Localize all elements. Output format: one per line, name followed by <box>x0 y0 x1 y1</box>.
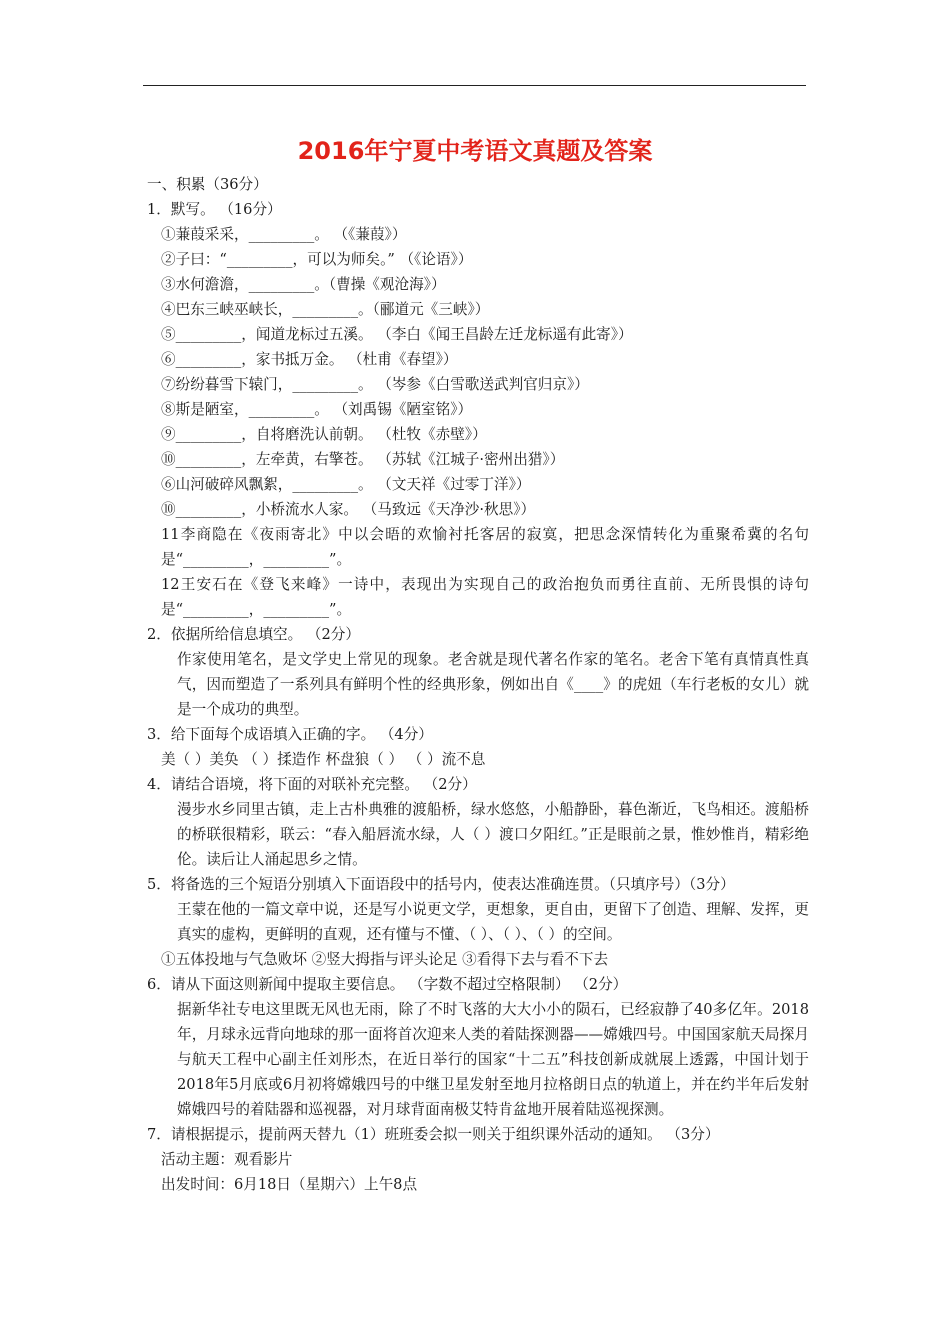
question-5-passage: 王蒙在他的一篇文章中说，还是写小说更文学，更想象，更自由，更留下了创造、理解、发挥，更真实的虚构，更鲜明的直观，还有懂与不懂、（ ）、（ ）、（ ）的空间。 <box>177 901 809 943</box>
dictation-item: ③水何澹澹，_________。（曹操《观沧海》） <box>161 276 446 293</box>
dictation-item: ⑥_________，家书抵万金。 （杜甫《春望》） <box>161 351 458 368</box>
idiom-blanks: 美（ ）美奂 （ ）揉造作 杯盘狼（ ） （ ）流不息 <box>161 751 486 768</box>
question-5-heading: 5．将备选的三个短语分别填入下面语段中的括号内，使表达准确连贯。（只填序号）（3分） <box>147 876 735 893</box>
page-title: 2016年宁夏中考语文真题及答案 <box>297 137 653 165</box>
dictation-item: ⑤_________，闻道龙标过五溪。 （李白《闻王昌龄左迁龙标遥有此寄》） <box>161 326 633 343</box>
dictation-item-12: 12王安石在《登飞来峰》一诗中，表现出为实现自己的政治抱负而勇往直前、无所畏惧的诗句是“_________，_________”。 <box>161 576 809 618</box>
question-2-passage: 作家使用笔名，是文学史上常见的现象。老舍就是现代著名作家的笔名。老舍下笔有真情真性真气，因而塑造了一系列具有鲜明个性的经典形象，例如出自《____》的虎妞（车行老板的女儿）就是一个成功的典型。 <box>177 651 809 718</box>
question-4-heading: 4．请结合语境，将下面的对联补充完整。 （2分） <box>147 776 477 793</box>
question-2-heading: 2．依据所给信息填空。 （2分） <box>147 626 360 643</box>
question-1-heading: 1．默写。 （16分） <box>147 201 282 218</box>
departure-time: 出发时间：6月18日（星期六）上午8点 <box>161 1176 418 1193</box>
dictation-item: ⑩_________，左牵黄，右擎苍。 （苏轼《江城子·密州出猎》） <box>161 451 565 468</box>
dictation-item: ⑥山河破碎风飘絮，_________。 （文天祥《过零丁洋》） <box>161 476 531 493</box>
section-heading: 一、积累（36分） <box>147 176 268 193</box>
dictation-item: ④巴东三峡巫峡长，_________。（郦道元《三峡》） <box>161 301 490 318</box>
dictation-item: ⑧斯是陋室，_________。 （刘禹锡《陋室铭》） <box>161 401 473 418</box>
question-3-heading: 3．给下面每个成语填入正确的字。 （4分） <box>147 726 433 743</box>
question-7-heading: 7．请根据提示，提前两天替九（1）班班委会拟一则关于组织课外活动的通知。 （3分） <box>147 1126 720 1143</box>
question-6-passage: 据新华社专电这里既无风也无雨，除了不时飞落的大大小小的陨石，已经寂静了40多亿年。2018年，月球永远背向地球的那一面将首次迎来人类的着陆探测器——嫦娥四号。中国国家航天局探月与航天工程中心副主任刘彤杰，在近日举行的国家“十二五”科技创新成就展上透露，中国计划于2018年5月底或6月初将嫦娥四号的中继卫星发射至地月拉格朗日点的轨道上，并在约半年后发射嫦娥四号的着陆器和巡视器，对月球背面南极艾特肯盆地开展着陆巡视探测。 <box>177 1001 809 1118</box>
dictation-item: ②子曰：“_________，可以为师矣。” （《论语》） <box>161 251 473 268</box>
dictation-item: ①蒹葭采采，_________。 （《蒹葭》） <box>161 226 407 243</box>
document-body <box>147 172 809 1197</box>
dictation-item: ⑦纷纷暮雪下辕门，_________。 （岑参《白雪歌送武判官归京》） <box>161 376 589 393</box>
activity-theme: 活动主题：观看影片 <box>161 1151 293 1168</box>
dictation-item: ⑩_________，小桥流水人家。 （马致远《天净沙·秋思》） <box>161 501 536 518</box>
question-5-options: ①五体投地与气急败坏 ②竖大拇指与评头论足 ③看得下去与看不下去 <box>161 951 609 968</box>
question-4-passage: 漫步水乡同里古镇，走上古朴典雅的渡船桥，绿水悠悠，小船静卧，暮色渐近，飞鸟相还。渡船桥的桥联很精彩，联云：“春入船唇流水绿，人（ ）渡口夕阳红。”正是眼前之景，惟妙惟肖，精彩绝伦。读后让人涌起思乡之情。 <box>177 801 809 868</box>
dictation-item-11: 11李商隐在《夜雨寄北》中以会晤的欢愉衬托客居的寂寞，把思念深情转化为重聚希冀的名句是“_________，_________”。 <box>161 526 809 568</box>
dictation-item: ⑨_________，自将磨洗认前朝。 （杜牧《赤壁》） <box>161 426 487 443</box>
question-6-heading: 6．请从下面这则新闻中提取主要信息。 （字数不超过空格限制） （2分） <box>147 976 628 993</box>
header-rule <box>143 85 806 86</box>
